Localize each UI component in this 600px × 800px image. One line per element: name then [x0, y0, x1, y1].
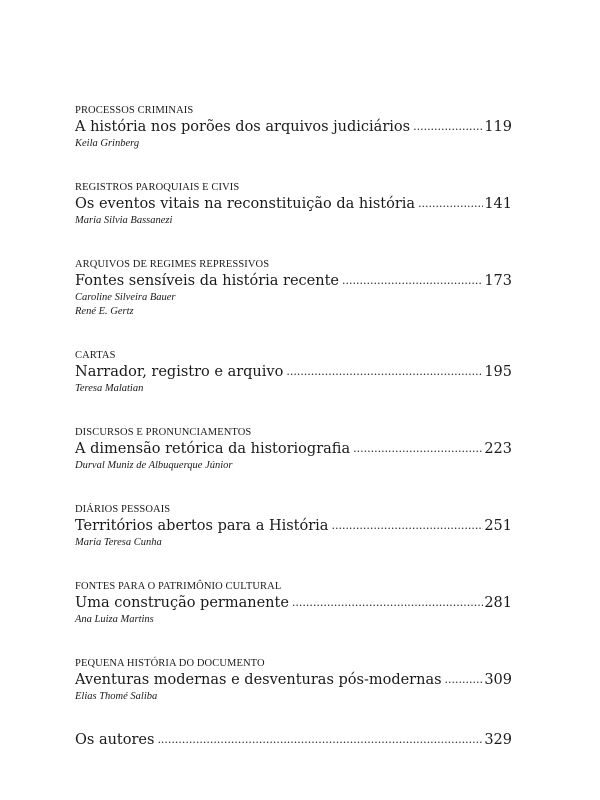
chapter-author: Durval Muniz de Albuquerque Júnior [75, 460, 233, 471]
dot-leader [157, 730, 483, 750]
section-category: CARTAS [75, 350, 116, 361]
chapter-author: Maria Silvia Bassanezi [75, 215, 173, 226]
section-category: ARQUIVOS DE REGIMES REPRESSIVOS [75, 259, 270, 270]
page-number: 309 [484, 672, 512, 688]
toc-title-line [75, 362, 512, 382]
toc-entry [75, 104, 512, 151]
spacer [75, 319, 512, 349]
chapter-title: Os eventos vitais na reconstituição da história [75, 196, 416, 212]
page-number: 329 [484, 732, 512, 748]
toc-entry [75, 349, 512, 396]
spacer [75, 473, 512, 503]
spacer [75, 627, 512, 657]
toc-title-line [75, 730, 512, 750]
dot-leader [292, 593, 483, 613]
toc-entry [75, 657, 512, 704]
chapter-author: Ana Luiza Martins [75, 614, 154, 625]
spacer [75, 396, 512, 426]
chapter-author: Elias Thomé Saliba [75, 691, 158, 702]
chapter-title: Aventuras modernas e desventuras pós-modernas [75, 672, 442, 688]
dot-leader [286, 362, 483, 382]
toc-entry [75, 503, 512, 550]
page-number: 223 [484, 441, 512, 457]
dot-leader [413, 117, 483, 137]
toc-entry [75, 258, 512, 319]
chapter-author: Caroline Silveira Bauer [75, 292, 176, 303]
page-number: 281 [484, 595, 512, 611]
toc-title-line [75, 516, 512, 536]
page-number: 119 [484, 119, 512, 135]
chapter-title: Territórios abertos para a História [75, 518, 329, 534]
toc-entry [75, 426, 512, 473]
section-category: DIÁRIOS PESSOAIS [75, 504, 171, 515]
spacer [75, 704, 512, 730]
section-category: DISCURSOS E PRONUNCIAMENTOS [75, 427, 252, 438]
toc-entry [75, 181, 512, 228]
toc-title-line [75, 117, 512, 137]
dot-leader [445, 670, 484, 690]
page-number: 195 [484, 364, 512, 380]
toc-title-line [75, 271, 512, 291]
dot-leader [353, 439, 483, 459]
chapter-title: A história nos porões dos arquivos judiciários [75, 119, 411, 135]
chapter-title: Os autores [75, 732, 155, 748]
spacer [75, 550, 512, 580]
spacer [75, 228, 512, 258]
section-category: REGISTROS PAROQUIAIS E CIVIS [75, 182, 240, 193]
section-category: PEQUENA HISTÓRIA DO DOCUMENTO [75, 658, 265, 669]
toc-entry [75, 580, 512, 627]
dot-leader [342, 271, 483, 291]
page-number: 173 [484, 273, 512, 289]
page-number: 141 [484, 196, 512, 212]
chapter-title: Uma construção permanente [75, 595, 289, 611]
section-category: PROCESSOS CRIMINAIS [75, 105, 194, 116]
chapter-title: A dimensão retórica da historiografia [75, 441, 351, 457]
chapter-author: Maria Teresa Cunha [75, 537, 162, 548]
toc-title-line [75, 670, 512, 690]
toc-title-line [75, 194, 512, 214]
section-category: FONTES PARA O PATRIMÔNIO CULTURAL [75, 581, 282, 592]
chapter-title: Narrador, registro e arquivo [75, 364, 284, 380]
chapter-author: Keila Grinberg [75, 138, 140, 149]
chapter-title: Fontes sensíveis da história recente [75, 273, 339, 289]
toc-title-line [75, 439, 512, 459]
spacer [75, 151, 512, 181]
table-of-contents [75, 104, 512, 750]
chapter-author: René E. Gertz [75, 306, 134, 317]
chapter-author: Teresa Malatian [75, 383, 144, 394]
dot-leader [418, 194, 483, 214]
dot-leader [331, 516, 483, 536]
toc-title-line [75, 593, 512, 613]
toc-entry-final [75, 730, 512, 750]
page-number: 251 [484, 518, 512, 534]
